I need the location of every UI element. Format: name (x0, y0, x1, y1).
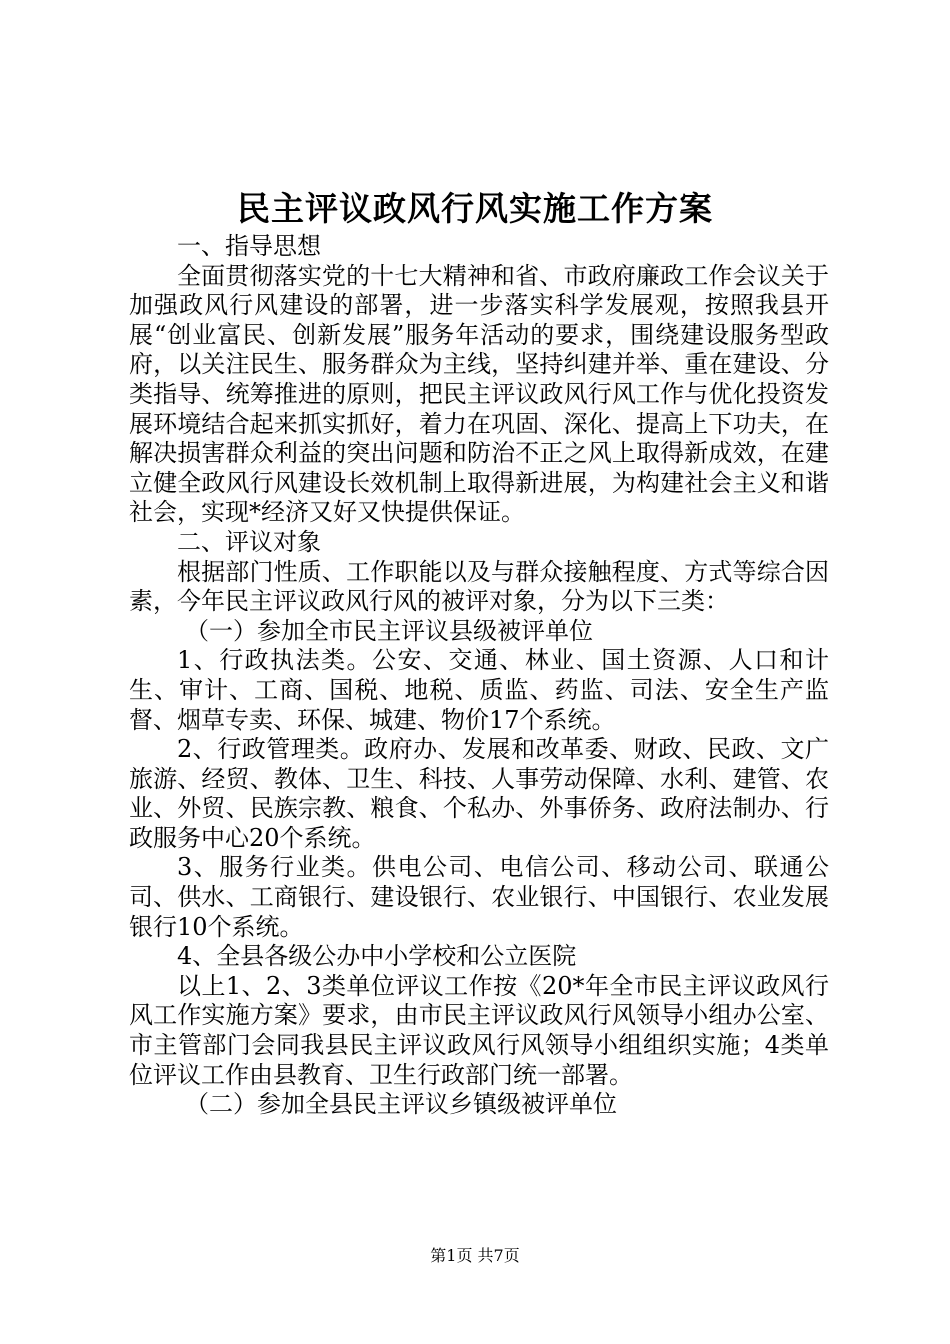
paragraph-guiding-ideology: 全面贯彻落实党的十七大精神和省、市政府廉政工作会议关于加强政风行风建设的部署，进一步落实科学发展观，按照我县开展“创业富民、创新发展”服务年活动的要求，围绕建设服务型政府，以关注民生、服务群众为主线，坚持纠建并举、重在建设、分类指导、统筹推进的原则，把民主评议政风行风工作与优化投资发展环境结合起来抓实抓好，着力在巩固、深化、提高上下功夫，在解决损害群众利益的突出问题和防治不正之风上取得新成效，在建立健全政风行风建设长效机制上取得新进展，为构建社会主义和谐社会，实现*经济又好又快提供保证。 (129, 261, 829, 527)
paragraph-evaluation-targets: 根据部门性质、工作职能以及与群众接触程度、方式等综合因素，今年民主评议政风行风的被评对象，分为以下三类： (129, 557, 829, 616)
list-item-law-enforcement: 1、行政执法类。公安、交通、林业、国土资源、人口和计生、审计、工商、国税、地税、质监、药监、司法、安全生产监督、烟草专卖、环保、城建、物价17个系统。 (129, 646, 829, 734)
section-heading-guiding-ideology: 一、指导思想 (177, 232, 321, 260)
document-title: 民主评议政风行风实施工作方案 (237, 189, 713, 228)
page-number-footer: 第1页 共7页 (430, 1246, 520, 1265)
subheading-county-level-units: （一）参加全市民主评议县级被评单位 (185, 616, 593, 645)
paragraph-implementation-note: 以上1、2、3类单位评议工作按《20*年全市民主评议政风行风工作实施方案》要求，由市民主评议政风行风领导小组办公室、市主管部门会同我县民主评议政风行风领导小组组织实施；4类单位评议工作由县教育、卫生行政部门统一部署。 (129, 971, 829, 1089)
list-item-schools-hospitals: 4、全县各级公办中小学校和公立医院 (177, 942, 577, 971)
list-item-administration: 2、行政管理类。政府办、发展和改革委、财政、民政、文广旅游、经贸、教体、卫生、科技、人事劳动保障、水利、建管、农业、外贸、民族宗教、粮食、个私办、外事侨务、政府法制办、行政服务中心20个系统。 (129, 735, 829, 852)
section-heading-evaluation-targets: 二、评议对象 (177, 527, 321, 556)
list-item-service-industry: 3、服务行业类。供电公司、电信公司、移动公司、联通公司、供水、工商银行、建设银行、农业银行、中国银行、农业发展银行10个系统。 (129, 853, 829, 941)
subheading-township-level-units: （二）参加全县民主评议乡镇级被评单位 (185, 1090, 617, 1119)
document-body (129, 232, 829, 1120)
